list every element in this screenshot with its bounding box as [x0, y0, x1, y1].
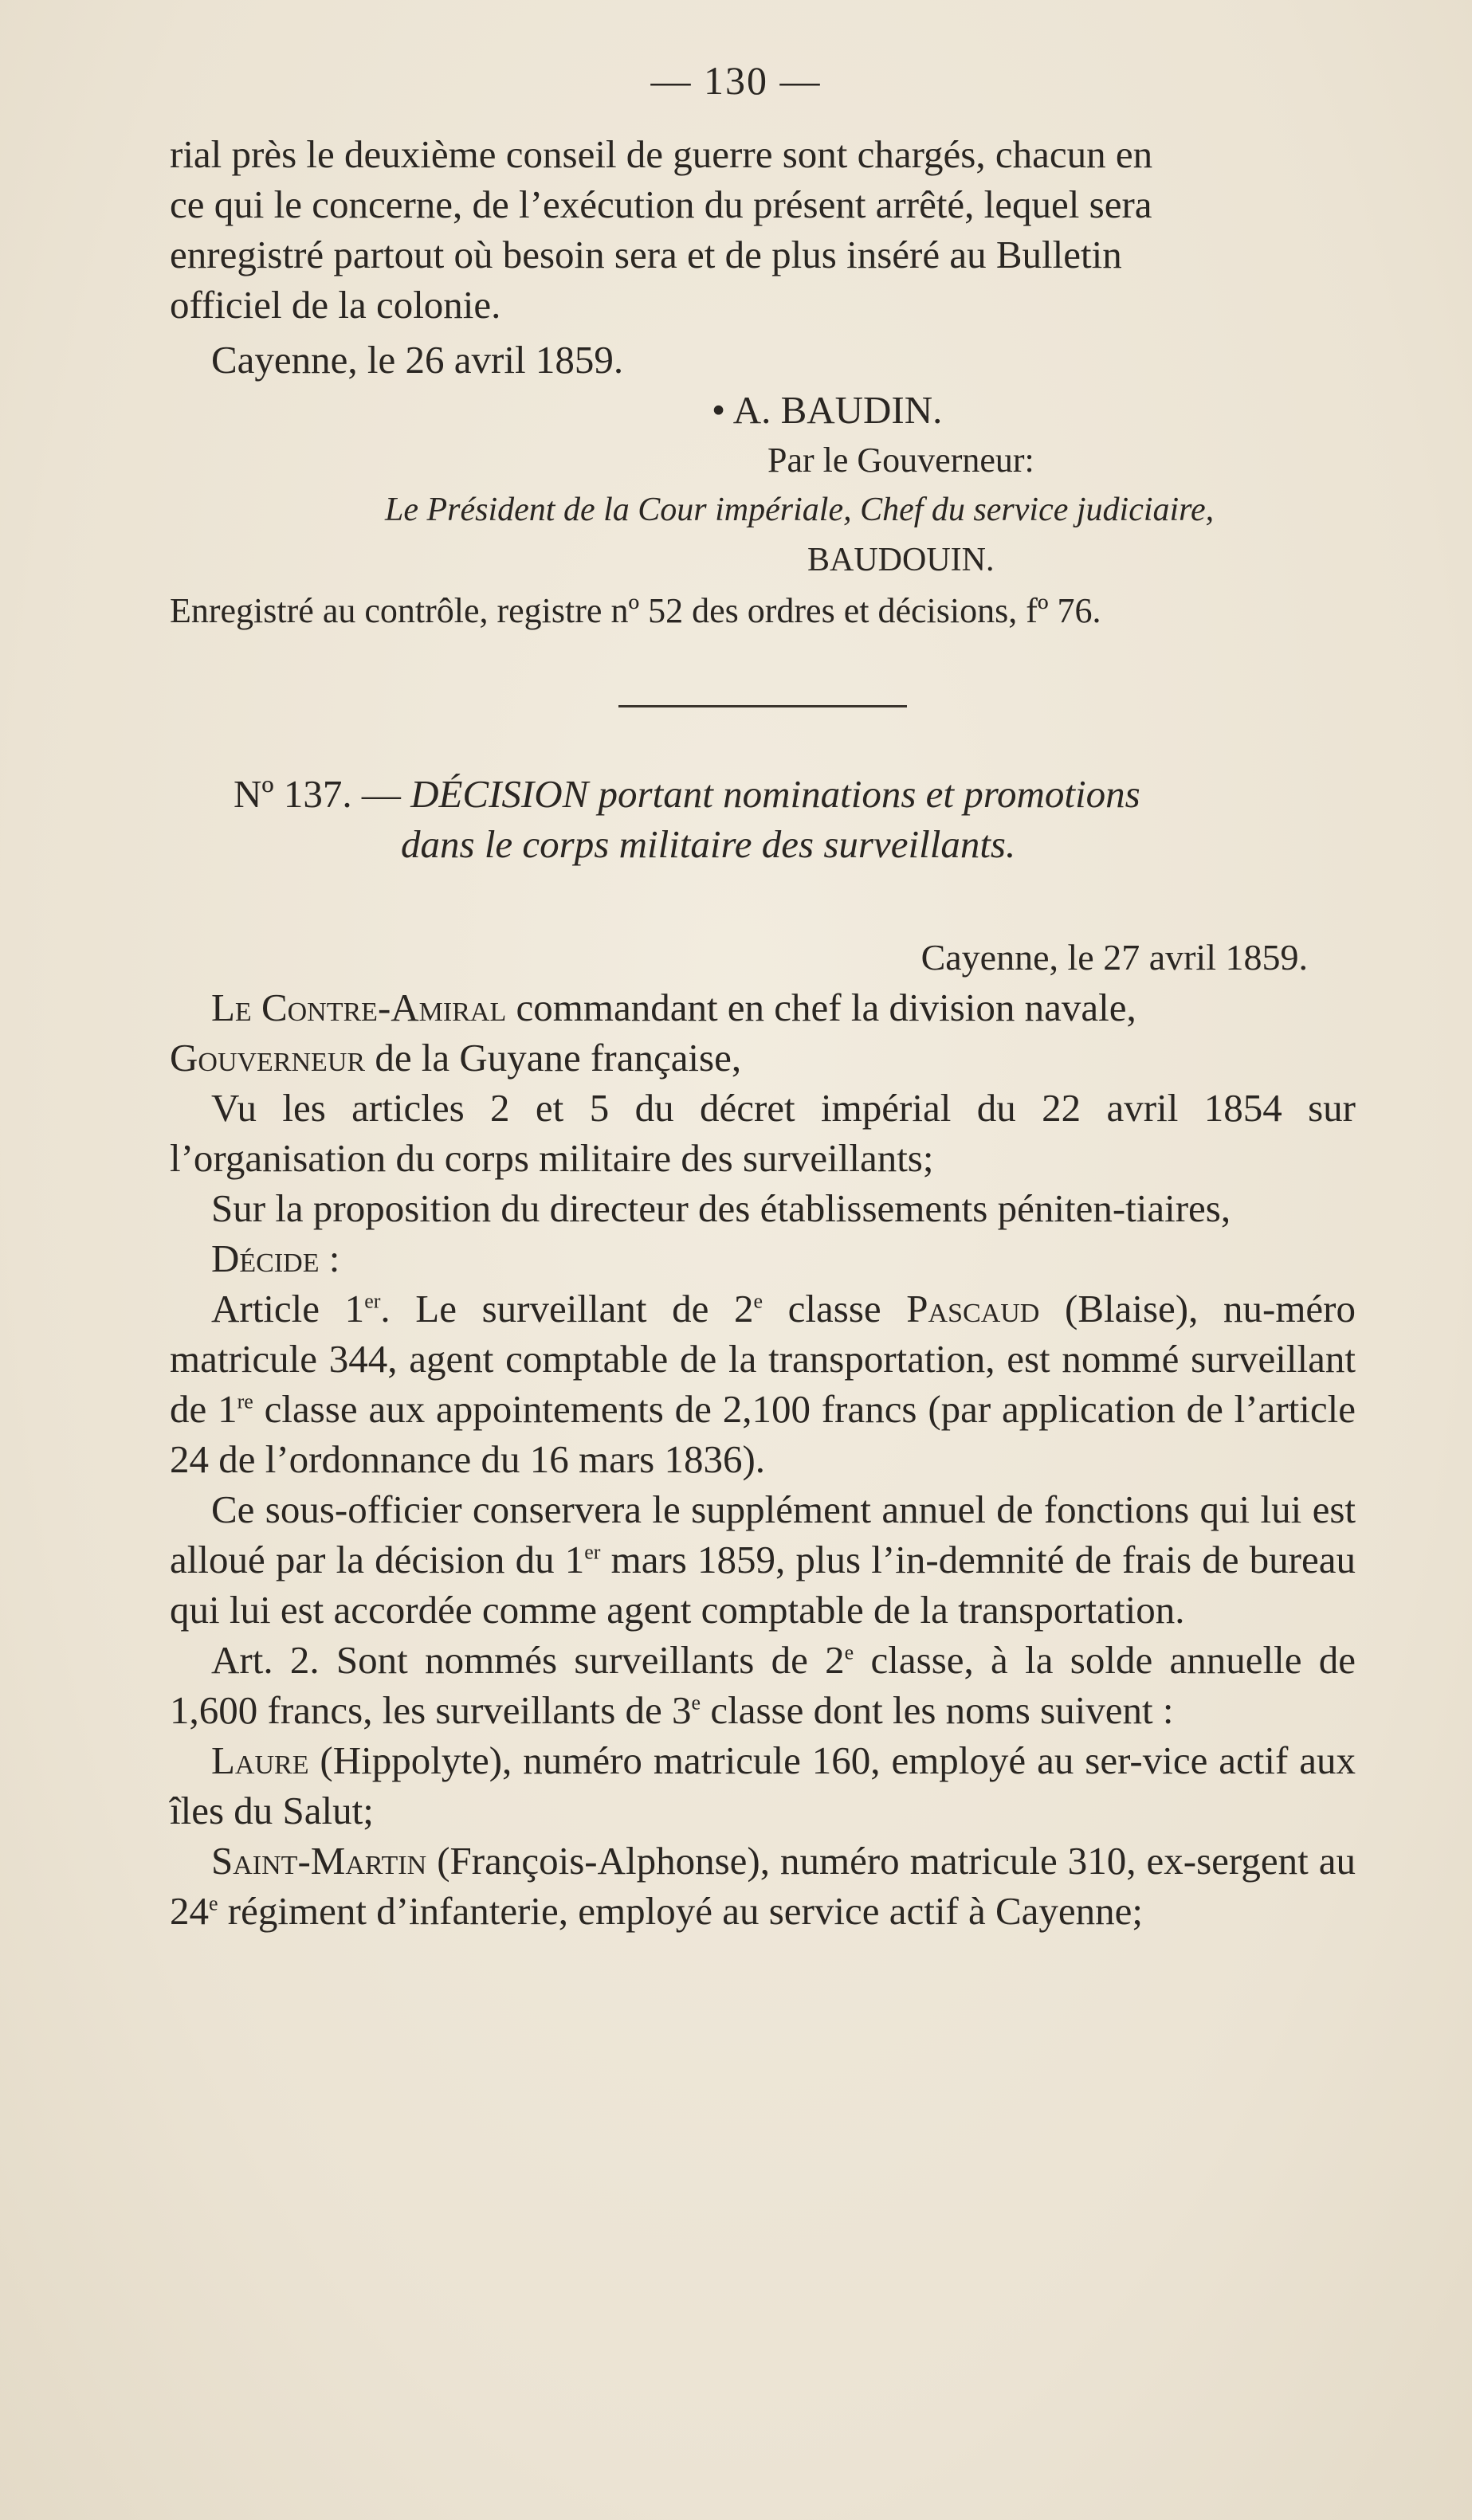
president-line: Le Président de la Cour impériale, Chef du service judiciaire,: [385, 492, 1215, 528]
name-entry-laure: Laure (Hippolyte), numéro matricule 160, employé au ser-vice actif aux îles du Salut;: [170, 1738, 1356, 1832]
signature: • A. BAUDIN.: [712, 388, 943, 432]
name-entry-saint-martin: Saint-Martin (François-Alphonse), numéro matricule 310, ex-sergent au 24e régiment d’infanterie, employé au service actif à Cayenne;: [170, 1839, 1356, 1933]
article-2: Art. 2. Sont nommés surveillants de 2e classe, à la solde annuelle de 1,600 francs, les surveillants de 3e classe dont les noms suivent :: [170, 1638, 1356, 1732]
top-block: [170, 129, 1356, 636]
decision-title-2: dans le corps militaire des surveillants.: [401, 822, 1016, 866]
text-line: enregistré partout où besoin sera et de plus inséré au Bulletin: [170, 233, 1122, 276]
page-number: — 130 —: [650, 58, 822, 103]
decision-title: DÉCISION portant nominations et promotions: [410, 772, 1140, 816]
decision-body: [170, 932, 1356, 1936]
par-le-gouverneur: Par le Gouverneur:: [767, 441, 1034, 480]
decide-label: Décide :: [211, 1236, 340, 1280]
enregistre-line: Enregistré au contrôle, registre nº 52 des ordres et décisions, fº 76.: [170, 591, 1101, 630]
text-line: ce qui le concerne, de l’exécution du présent arrêté, lequel sera: [170, 182, 1152, 226]
place-date: Cayenne, le 27 avril 1859.: [920, 937, 1308, 978]
preamble-vu: Vu les articles 2 et 5 du décret impérial du 22 avril 1854 sur l’organisation du corps militaire des surveillants;: [170, 1086, 1356, 1180]
decision-heading: [170, 769, 1356, 869]
text-line: officiel de la colonie.: [170, 283, 501, 327]
text-line: rial près le deuxième conseil de guerre sont chargés, chacun en: [170, 132, 1153, 176]
preamble-1: Le Contre-Amiral commandant en chef la division navale,: [211, 986, 1136, 1029]
date-line: Cayenne, le 26 avril 1859.: [211, 338, 624, 382]
article-1: Article 1er. Le surveillant de 2e classe Pascaud (Blaise), nu-méro matricule 344, agent comptable de la transportation, est nommé surveillant de 1re classe aux appointements de 2,100 francs (par application de l’article 24 de l’ordonnance du 16 mars 1836).: [170, 1287, 1356, 1481]
decision-number: Nº 137. —: [234, 772, 401, 816]
preamble-sur: Sur la proposition du directeur des établissements péniten-tiaires,: [211, 1186, 1231, 1230]
baudouin: BAUDOUIN.: [807, 542, 995, 578]
section-divider: [618, 705, 907, 707]
sous-officier-paragraph: Ce sous-officier conservera le supplément annuel de fonctions qui lui est alloué par la décision du 1er mars 1859, plus l’in-demnité de frais de bureau qui lui est accordée comme agent comptable de la transportation.: [170, 1487, 1356, 1632]
preamble-1b: Gouverneur de la Guyane française,: [170, 1036, 742, 1080]
